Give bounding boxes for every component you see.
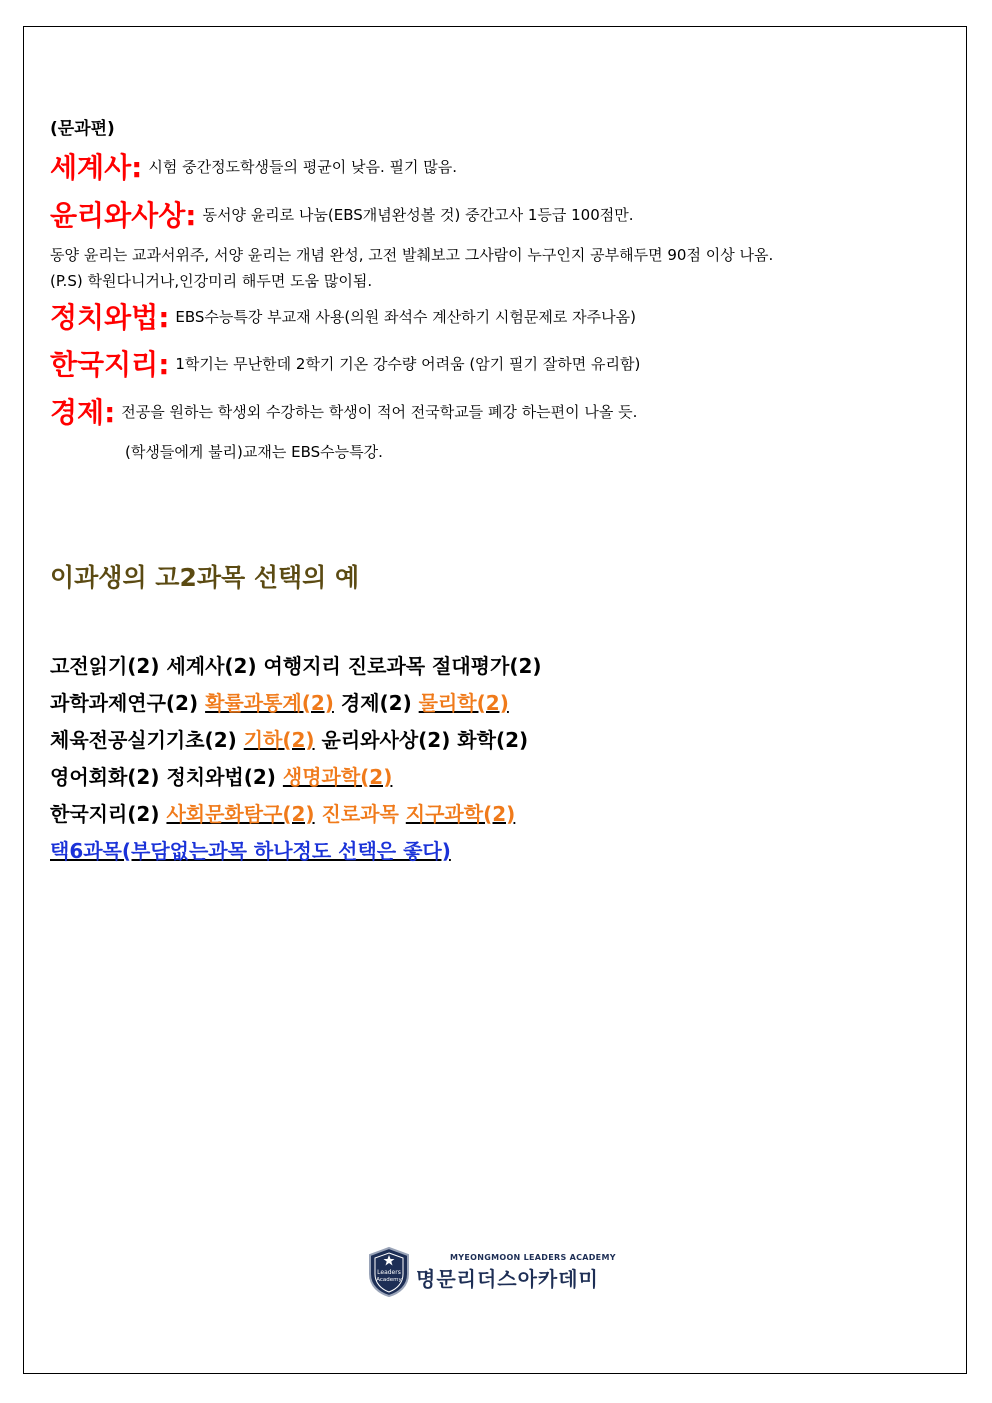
logo-korean: 명문리더스아카데미 (416, 1266, 599, 1291)
course-line-1 (50, 650, 542, 679)
course-text (399, 802, 406, 826)
subject-name: 윤리와사상: (50, 199, 197, 232)
logo-english: MYEONGMOON LEADERS ACADEMY (450, 1252, 616, 1262)
shield-icon (368, 1246, 410, 1298)
course-line-3 (50, 724, 528, 753)
course-text: 경제(2) (333, 691, 419, 715)
economy-note: (학생들에게 불리)교재는 EBS수능특강. (125, 443, 383, 461)
course-text: 윤리와사상(2) 화학(2) (314, 728, 529, 752)
course-text: 체육전공실기기초(2) (50, 728, 244, 752)
ethics-note-1: 동양 윤리는 교과서위주, 서양 윤리는 개념 완성, 고전 발췌보고 그사람이 누구인지 공부해두면 90점 이상 나옴. (50, 246, 774, 264)
ethics-note-2: (P.S) 학원다니거나,인강미리 해두면 도움 많이됨. (50, 272, 373, 290)
course-highlight: 기하(2) (243, 728, 315, 752)
subject-name: 세계사: (50, 151, 143, 184)
subject-name: 경제: (50, 396, 116, 429)
course-text: 영어회화(2) 정치와법(2) (50, 765, 283, 789)
subject-korean-geography (50, 343, 640, 383)
course-text: 과학과제연구(2) (50, 691, 206, 715)
course-line-4 (50, 761, 392, 790)
course-highlight: 생명과학(2) (282, 765, 393, 789)
subject-politics-law (50, 296, 636, 336)
subject-desc: 전공을 원하는 학생외 수강하는 학생이 적어 전국학교들 폐강 하는편이 나올 듯. (121, 402, 638, 421)
course-highlight: 사회문화탐구(2) (166, 802, 315, 826)
subject-desc: EBS수능특강 부교재 사용(의원 좌석수 계산하기 시험문제로 자주나옴) (175, 307, 636, 326)
course-text (315, 802, 322, 826)
course-text: 고전읽기(2) 세계사(2) 여행지리 진로과목 절대평가(2) (50, 654, 542, 678)
svg-text:Academy: Academy (376, 1277, 402, 1283)
subject-world-history (50, 146, 457, 186)
svg-text:Leaders: Leaders (377, 1269, 401, 1276)
course-text: 한국지리(2) (50, 802, 167, 826)
course-choose-note: 택6과목(부담없는과목 하나정도 선택은 좋다) (50, 839, 451, 863)
course-line-2 (50, 687, 509, 716)
subject-name: 한국지리: (50, 348, 170, 381)
course-highlight: 확률과통계(2) (205, 691, 334, 715)
course-orange: 진로과목 (321, 802, 399, 826)
science-title: 이과생의 고2과목 선택의 예 (50, 563, 360, 592)
subject-economy (50, 391, 637, 431)
subject-name: 정치와법: (50, 301, 170, 334)
section-header: (문과편) (50, 119, 115, 139)
course-highlight: 물리학(2) (418, 691, 509, 715)
subject-desc: 동서양 윤리로 나눔(EBS개념완성볼 것) 중간고사 1등급 100점만. (202, 205, 634, 224)
academy-logo (368, 1247, 616, 1297)
subject-ethics (50, 194, 634, 234)
subject-desc: 1학기는 무난한데 2학기 기온 강수량 어려움 (암기 필기 잘하면 유리함) (175, 354, 641, 373)
course-line-5 (50, 798, 515, 827)
course-highlight: 지구과학(2) (405, 802, 516, 826)
subject-desc: 시험 중간정도학생들의 평균이 낮음. 필기 많음. (148, 157, 458, 176)
course-line-6 (50, 835, 451, 864)
